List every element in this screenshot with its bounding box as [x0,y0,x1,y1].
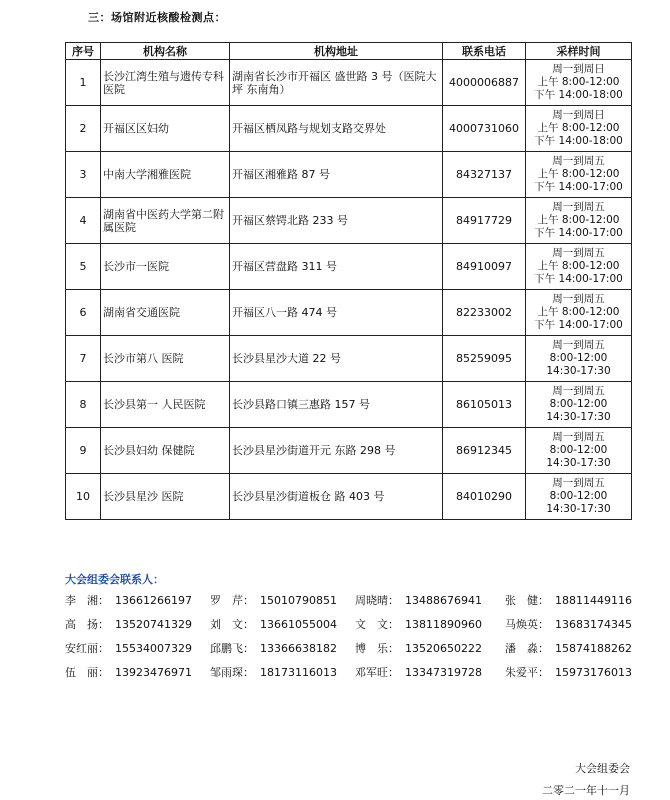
row-number: 3 [66,152,101,198]
sampling-time-line: 上午 8:00-12:00 [537,260,620,272]
contacts-list [65,592,635,688]
sampling-time-line: 周一到周日 [552,109,605,121]
contact-entry [505,616,632,632]
row-number: 4 [66,198,101,244]
sampling-time-line: 上午 8:00-12:00 [537,76,620,88]
contact-name: 高 扬： [65,618,109,631]
institution-name: 湖南省中医药大学第二附属医院 [101,198,230,244]
sampling-time-line: 周一到周五 [552,385,605,397]
contact-phone: 84917729 [443,198,526,244]
sampling-time-line: 周一到周五 [552,293,605,305]
institution-name: 长沙江湾生殖与遗传专科医院 [101,60,230,106]
header-name: 机构名称 [101,43,230,60]
institution-address: 长沙县星沙街道板仓 路 403 号 [230,474,443,520]
contact-phone: 18811449116 [555,594,632,607]
contact-phone: 85259095 [443,336,526,382]
contact-phone: 13488676941 [405,594,482,607]
contact-name: 朱爱平： [505,666,549,679]
contact-phone: 4000731060 [443,106,526,152]
sampling-time-line: 周一到周五 [552,431,605,443]
header-time: 采样时间 [526,43,632,60]
contact-phone: 86912345 [443,428,526,474]
contact-entry [355,592,482,608]
contact-entry [210,664,337,680]
contact-phone: 15874188262 [555,642,632,655]
table-row [66,382,632,428]
contact-phone: 13923476971 [115,666,192,679]
institution-address: 长沙县星沙街道开元 东路 298 号 [230,428,443,474]
sampling-time [526,152,632,198]
contact-name: 邹雨琛： [210,666,254,679]
institution-name: 湖南省交通医院 [101,290,230,336]
institution-address: 开福区湘雅路 87 号 [230,152,443,198]
table-row [66,244,632,290]
contact-entry [505,640,632,656]
sampling-time [526,198,632,244]
table-header-row [66,43,632,60]
contact-phone: 84327137 [443,152,526,198]
contact-phone: 15973176013 [555,666,632,679]
contact-entry [65,592,192,608]
institution-address: 开福区栖凤路与规划支路交界处 [230,106,443,152]
contact-entry [355,664,482,680]
contact-name: 邓军旺： [355,666,399,679]
institution-name: 开福区区妇幼 [101,106,230,152]
sampling-time-line: 下午 14:00-18:00 [534,135,623,147]
contact-phone: 86105013 [443,382,526,428]
table-row [66,198,632,244]
institution-name: 长沙县第一 人民医院 [101,382,230,428]
sampling-time-line: 下午 14:00-17:00 [534,181,623,193]
sampling-time-line: 下午 14:00-17:00 [534,319,623,331]
contact-phone: 4000006887 [443,60,526,106]
sampling-time-line: 8:00-12:00 [549,352,608,364]
contact-name: 邱鹏飞： [210,642,254,655]
institution-name: 中南大学湘雅医院 [101,152,230,198]
sampling-time-line: 周一到周五 [552,339,605,351]
contact-row [65,592,635,616]
institution-address: 长沙县星沙大道 22 号 [230,336,443,382]
institution-name: 长沙市一医院 [101,244,230,290]
institution-name: 长沙市第八 医院 [101,336,230,382]
table-row [66,290,632,336]
row-number: 8 [66,382,101,428]
contact-entry [210,592,337,608]
sampling-time [526,474,632,520]
contact-entry [210,640,337,656]
contact-name: 刘 文： [210,618,254,631]
sampling-time-line: 周一到周五 [552,247,605,259]
contact-entry [355,640,482,656]
contact-name: 周晓晴： [355,594,399,607]
institution-address: 长沙县路口镇三惠路 157 号 [230,382,443,428]
institution-name: 长沙县星沙 医院 [101,474,230,520]
row-number: 1 [66,60,101,106]
header-no: 序号 [66,43,101,60]
sampling-time-line: 14:30-17:30 [546,365,611,377]
sampling-time [526,290,632,336]
sampling-time [526,106,632,152]
sampling-time [526,382,632,428]
sampling-time-line: 下午 14:00-17:00 [534,227,623,239]
sampling-time-line: 8:00-12:00 [549,444,608,456]
contact-name: 罗 芹： [210,594,254,607]
sampling-time-line: 下午 14:00-17:00 [534,273,623,285]
contact-name: 安红丽： [65,642,109,655]
sampling-time-line: 14:30-17:30 [546,457,611,469]
contact-name: 博 乐： [355,642,399,655]
sampling-time [526,60,632,106]
table-row [66,106,632,152]
contact-phone: 84910097 [443,244,526,290]
row-number: 2 [66,106,101,152]
row-number: 7 [66,336,101,382]
header-phone: 联系电话 [443,43,526,60]
testing-sites-table [65,42,632,520]
contact-entry [355,616,482,632]
institution-address: 湖南省长沙市开福区 盛世路 3 号（医院大坪 东南角） [230,60,443,106]
contact-name: 潘 淼： [505,642,549,655]
institution-address: 开福区蔡锷北路 233 号 [230,198,443,244]
contact-row [65,664,635,688]
header-address: 机构地址 [230,43,443,60]
sampling-time-line: 14:30-17:30 [546,503,611,515]
footer-organizer: 大会组委会 [575,762,630,775]
table-row [66,428,632,474]
sampling-time-line: 上午 8:00-12:00 [537,122,620,134]
row-number: 6 [66,290,101,336]
institution-name: 长沙县妇幼 保健院 [101,428,230,474]
contact-phone: 15010790851 [260,594,337,607]
sampling-time-line: 8:00-12:00 [549,490,608,502]
contact-phone: 82233002 [443,290,526,336]
sampling-time-line: 上午 8:00-12:00 [537,306,620,318]
contact-name: 文 文： [355,618,399,631]
sampling-time-line: 下午 14:00-18:00 [534,89,623,101]
contact-entry [505,664,632,680]
contact-phone: 13683174345 [555,618,632,631]
row-number: 5 [66,244,101,290]
contact-name: 伍 丽： [65,666,109,679]
contact-row [65,640,635,664]
contact-phone: 13661266197 [115,594,192,607]
contact-entry [210,616,337,632]
institution-address: 开福区八一路 474 号 [230,290,443,336]
contact-phone: 18173116013 [260,666,337,679]
contact-name: 张 健： [505,594,549,607]
sampling-time-line: 8:00-12:00 [549,398,608,410]
contact-entry [65,664,192,680]
section-title: 三：场馆附近核酸检测点： [88,11,226,24]
row-number: 10 [66,474,101,520]
sampling-time-line: 周一到周五 [552,477,605,489]
contact-name: 李 湘： [65,594,109,607]
sampling-time-line: 周一到周日 [552,63,605,75]
contact-phone: 13347319728 [405,666,482,679]
contact-phone: 13366638182 [260,642,337,655]
sampling-time-line: 14:30-17:30 [546,411,611,423]
row-number: 9 [66,428,101,474]
sampling-time [526,336,632,382]
contact-name: 马焕英： [505,618,549,631]
table-row [66,336,632,382]
table-row [66,60,632,106]
table-row [66,474,632,520]
contact-phone: 84010290 [443,474,526,520]
sampling-time-line: 上午 8:00-12:00 [537,214,620,226]
institution-address: 开福区营盘路 311 号 [230,244,443,290]
contact-row [65,616,635,640]
sampling-time-line: 上午 8:00-12:00 [537,168,620,180]
sampling-time [526,428,632,474]
contact-phone: 13811890960 [405,618,482,631]
contact-phone: 13661055004 [260,618,337,631]
contact-entry [65,616,192,632]
sampling-time-line: 周一到周五 [552,155,605,167]
contact-entry [505,592,632,608]
sampling-time-line: 周一到周五 [552,201,605,213]
contact-phone: 13520650222 [405,642,482,655]
contacts-title: 大会组委会联系人： [65,573,164,586]
sampling-time [526,244,632,290]
footer-date: 二零二一年十一月 [542,784,630,797]
contact-phone: 13520741329 [115,618,192,631]
contact-phone: 15534007329 [115,642,192,655]
table-row [66,152,632,198]
contact-entry [65,640,192,656]
